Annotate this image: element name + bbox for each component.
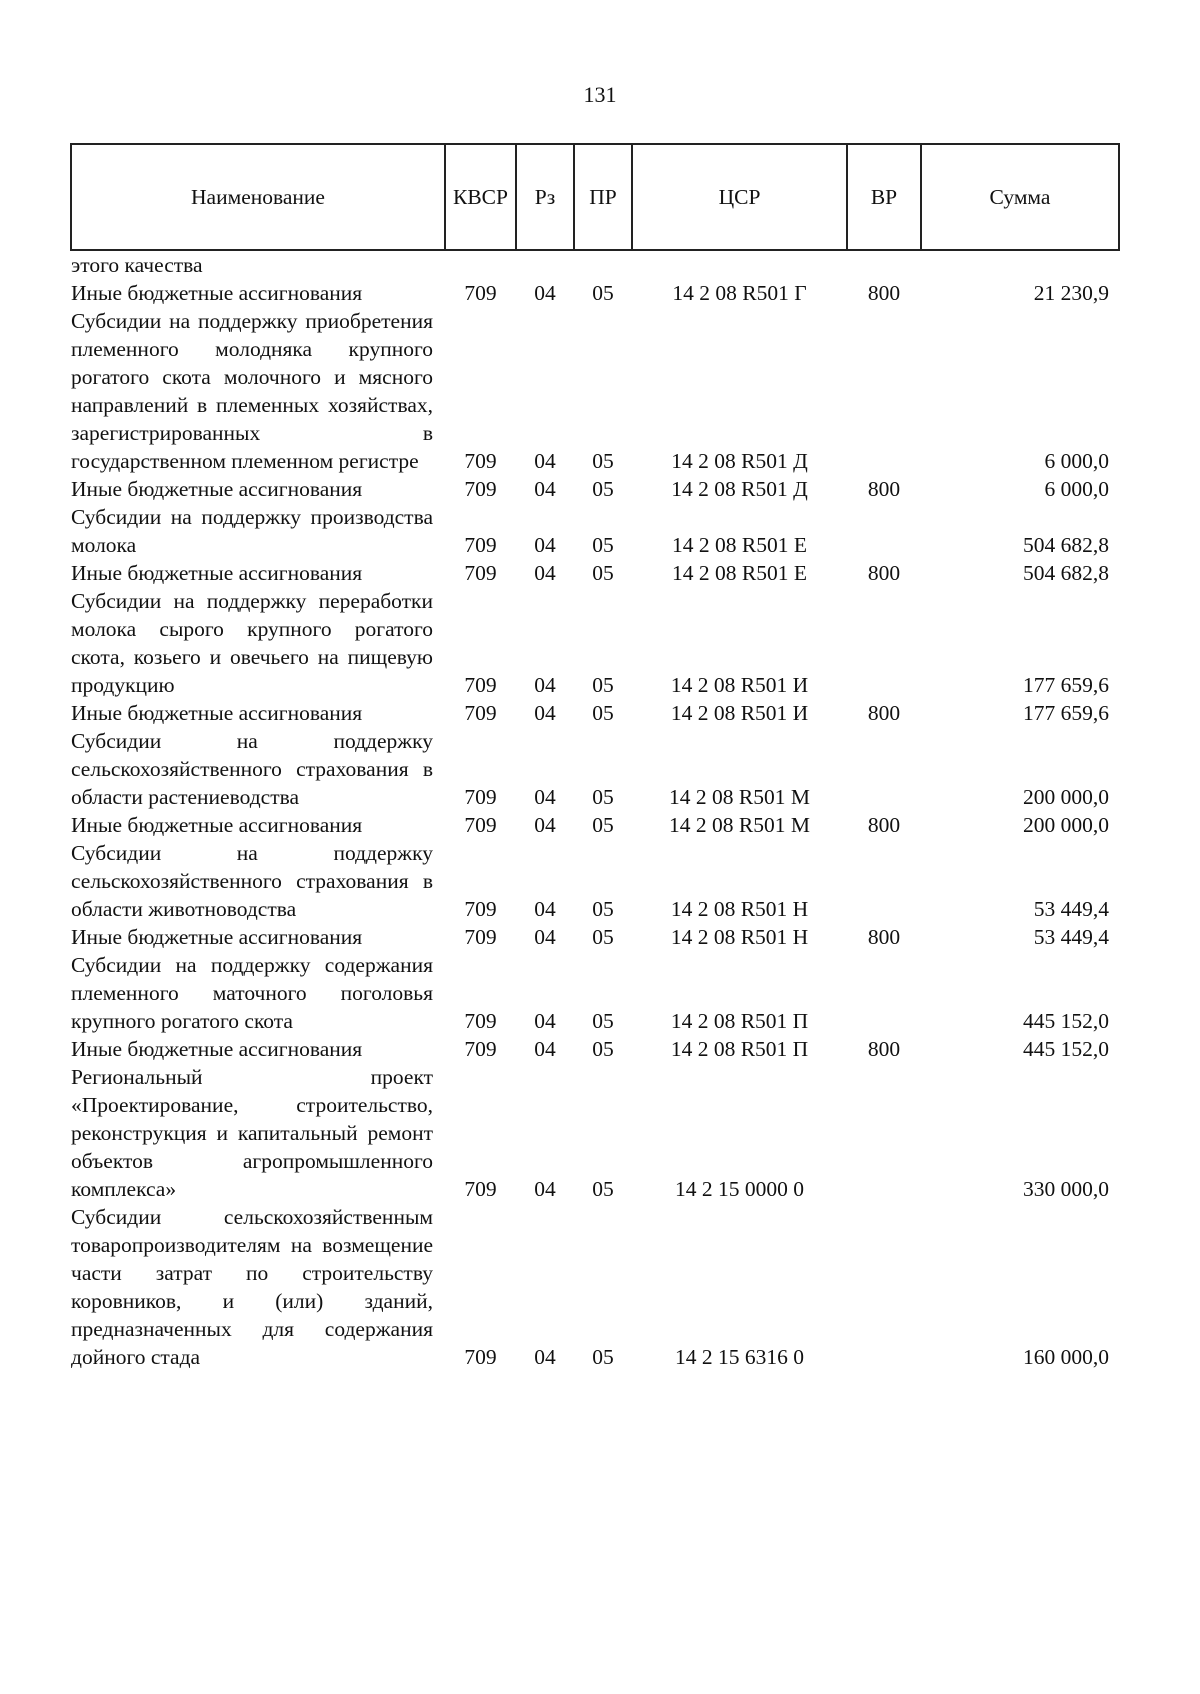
row-rz: 04: [534, 813, 556, 837]
header-sum: Сумма: [921, 144, 1119, 250]
row-vr: 800: [867, 925, 901, 949]
row-kvsr: 709: [464, 477, 497, 501]
row-pr: 05: [592, 673, 614, 697]
table-row: [71, 727, 1119, 811]
row-pr: 05: [592, 1037, 614, 1061]
row-name: Субсидии на поддержку переработки молока сырого крупного рогатого скота, козьего и овечьего на пищевую продукцию: [71, 589, 433, 697]
table-row: [71, 1203, 1119, 1371]
row-name: Иные бюджетные ассигнования: [71, 477, 363, 501]
row-csr: 14 2 15 6316 0: [675, 1345, 804, 1369]
row-name: Иные бюджетные ассигнования: [71, 1037, 363, 1061]
table-row: [71, 307, 1119, 475]
row-kvsr: 709: [464, 1345, 497, 1369]
table-row: [71, 811, 1119, 839]
row-name: Субсидии на поддержку сельскохозяйственного страхования в области растениеводства: [71, 729, 433, 809]
row-name: Иные бюджетные ассигнования: [71, 281, 363, 305]
row-kvsr: [445, 250, 516, 279]
row-csr: 14 2 08 R501 М: [669, 813, 810, 837]
row-rz: 04: [534, 533, 556, 557]
table-row: [71, 250, 1119, 279]
row-name: Субсидии на поддержку содержания племенного маточного поголовья крупного рогатого скота: [71, 953, 433, 1033]
row-name: Иные бюджетные ассигнования: [71, 701, 363, 725]
row-sum: 6 000,0: [1044, 477, 1109, 501]
row-pr: 05: [592, 281, 614, 305]
row-pr: 05: [592, 925, 614, 949]
row-pr: 05: [592, 477, 614, 501]
row-rz: 04: [534, 673, 556, 697]
row-vr: [847, 250, 921, 279]
row-name: Субсидии на поддержку сельскохозяйственного страхования в области животноводства: [71, 841, 433, 921]
row-kvsr: 709: [464, 561, 497, 585]
row-pr: 05: [592, 785, 614, 809]
row-sum: 160 000,0: [1023, 1345, 1109, 1369]
row-rz: [516, 250, 574, 279]
table-row: [71, 699, 1119, 727]
row-vr: 800: [867, 477, 901, 501]
row-sum: 21 230,9: [1033, 281, 1109, 305]
row-pr: 05: [592, 1345, 614, 1369]
row-sum: 504 682,8: [1023, 533, 1109, 557]
row-name: Региональный проект «Проектирование, строительство, реконструкция и капитальный ремонт объектов агропромышленного комплекса»: [71, 1065, 433, 1201]
row-csr: 14 2 15 0000 0: [675, 1177, 804, 1201]
row-kvsr: 709: [464, 1177, 497, 1201]
header-rz: Рз: [516, 144, 574, 250]
row-kvsr: 709: [464, 925, 497, 949]
row-csr: 14 2 08 R501 Н: [670, 925, 809, 949]
row-rz: 04: [534, 281, 556, 305]
row-kvsr: 709: [464, 813, 497, 837]
row-vr: 800: [867, 701, 901, 725]
table-row: [71, 1063, 1119, 1203]
table-row: [71, 475, 1119, 503]
row-sum: 53 449,4: [1033, 897, 1109, 921]
header-pr: ПР: [574, 144, 632, 250]
page-number: 131: [583, 82, 617, 107]
row-vr: 800: [867, 813, 901, 837]
budget-table: [70, 143, 1120, 1371]
table-row: [71, 279, 1119, 307]
row-vr: [847, 727, 921, 811]
row-kvsr: 709: [464, 449, 497, 473]
row-vr: [847, 503, 921, 559]
row-vr: [847, 1203, 921, 1371]
row-pr: 05: [592, 449, 614, 473]
row-sum: 200 000,0: [1023, 813, 1109, 837]
row-pr: 05: [592, 897, 614, 921]
row-sum: 445 152,0: [1023, 1009, 1109, 1033]
row-csr: 14 2 08 R501 Н: [670, 897, 809, 921]
row-rz: 04: [534, 449, 556, 473]
row-csr: 14 2 08 R501 И: [670, 701, 809, 725]
row-vr: [847, 951, 921, 1035]
row-kvsr: 709: [464, 1009, 497, 1033]
row-rz: 04: [534, 925, 556, 949]
row-csr: 14 2 08 R501 Д: [671, 477, 808, 501]
row-rz: 04: [534, 1345, 556, 1369]
row-kvsr: 709: [464, 701, 497, 725]
row-kvsr: 709: [464, 533, 497, 557]
row-pr: 05: [592, 1177, 614, 1201]
row-vr: [847, 307, 921, 475]
row-rz: 04: [534, 1009, 556, 1033]
row-pr: 05: [592, 1009, 614, 1033]
row-vr: [847, 587, 921, 699]
row-rz: 04: [534, 897, 556, 921]
table-row: [71, 559, 1119, 587]
table-header-row: [71, 144, 1119, 250]
row-name: Субсидии на поддержку приобретения племенного молодняка крупного рогатого скота молочного и мясного направлений в племенных хозяйствах, зарегистрированных в государственном племенном регистре: [71, 309, 433, 473]
row-name: Субсидии сельскохозяйственным товаропроизводителям на возмещение части затрат по строительству коровников, и (или) зданий, предназначенных для содержания дойного стада: [71, 1205, 433, 1369]
row-csr: 14 2 08 R501 М: [669, 785, 810, 809]
row-sum: 53 449,4: [1033, 925, 1109, 949]
row-vr: [847, 1063, 921, 1203]
row-vr: 800: [867, 281, 901, 305]
row-sum: 177 659,6: [1023, 673, 1109, 697]
row-rz: 04: [534, 1177, 556, 1201]
row-pr: 05: [592, 813, 614, 837]
row-csr: [632, 250, 847, 279]
table-row: [71, 839, 1119, 923]
row-kvsr: 709: [464, 785, 497, 809]
row-name: Иные бюджетные ассигнования: [71, 813, 363, 837]
header-vr: ВР: [847, 144, 921, 250]
table-row: [71, 503, 1119, 559]
row-csr: 14 2 08 R501 Г: [672, 281, 807, 305]
row-csr: 14 2 08 R501 П: [670, 1009, 809, 1033]
row-sum: 6 000,0: [1044, 449, 1109, 473]
row-rz: 04: [534, 785, 556, 809]
row-sum: 200 000,0: [1023, 785, 1109, 809]
row-sum: 177 659,6: [1023, 701, 1109, 725]
row-sum: 330 000,0: [1023, 1177, 1109, 1201]
row-name: Субсидии на поддержку производства молока: [71, 505, 433, 557]
header-kvsr: КВСР: [445, 144, 516, 250]
row-rz: 04: [534, 477, 556, 501]
row-vr: 800: [867, 561, 901, 585]
row-pr: 05: [592, 701, 614, 725]
row-csr: 14 2 08 R501 Е: [672, 533, 807, 557]
row-sum: [921, 250, 1119, 279]
row-csr: 14 2 08 R501 И: [670, 673, 809, 697]
row-kvsr: 709: [464, 897, 497, 921]
row-pr: 05: [592, 533, 614, 557]
table-row: [71, 951, 1119, 1035]
row-rz: 04: [534, 561, 556, 585]
row-pr: 05: [592, 561, 614, 585]
row-pr: [574, 250, 632, 279]
row-csr: 14 2 08 R501 Д: [671, 449, 808, 473]
row-name: Иные бюджетные ассигнования: [71, 561, 363, 585]
row-kvsr: 709: [464, 673, 497, 697]
row-name: этого качества: [71, 253, 203, 277]
row-vr: [847, 839, 921, 923]
row-kvsr: 709: [464, 1037, 497, 1061]
table-row: [71, 587, 1119, 699]
table-row: [71, 1035, 1119, 1063]
row-sum: 504 682,8: [1023, 561, 1109, 585]
row-kvsr: 709: [464, 281, 497, 305]
header-csr: ЦСР: [632, 144, 847, 250]
row-rz: 04: [534, 1037, 556, 1061]
header-name: Наименование: [71, 144, 445, 250]
row-csr: 14 2 08 R501 П: [670, 1037, 809, 1061]
table-row: [71, 923, 1119, 951]
row-sum: 445 152,0: [1023, 1037, 1109, 1061]
row-rz: 04: [534, 701, 556, 725]
row-csr: 14 2 08 R501 Е: [672, 561, 807, 585]
row-vr: 800: [867, 1037, 901, 1061]
row-name: Иные бюджетные ассигнования: [71, 925, 363, 949]
